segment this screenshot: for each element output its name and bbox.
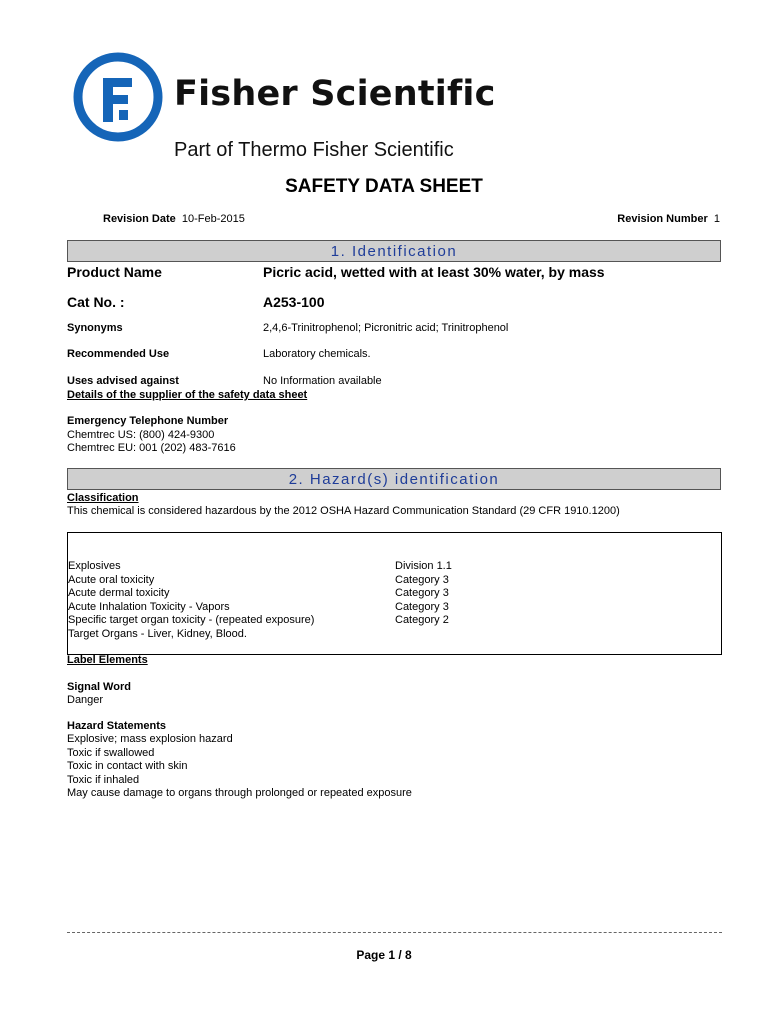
revision-date-value: 10-Feb-2015 xyxy=(181,213,245,225)
cat-no-label: Cat No. : xyxy=(67,294,125,310)
hazard-statement: Toxic in contact with skin xyxy=(67,760,188,772)
classification-label: Classification xyxy=(67,492,139,504)
emergency-phone-label: Emergency Telephone Number xyxy=(67,415,229,427)
hazard-statement: Toxic if inhaled xyxy=(67,774,140,786)
hazard-name: Acute dermal toxicity xyxy=(68,587,170,599)
product-name-value: Picric acid, wetted with at least 30% water, by mass xyxy=(263,264,605,280)
brand-name: Fisher Scientific xyxy=(174,74,496,114)
revision-number-value: 1 xyxy=(713,213,720,225)
hazard-name: Acute oral toxicity xyxy=(68,574,155,586)
page-number: Page 1 / 8 xyxy=(356,948,412,962)
emergency-phone-us: Chemtrec US: (800) 424-9300 xyxy=(67,429,215,441)
target-organs: Target Organs - Liver, Kidney, Blood. xyxy=(68,628,247,640)
hazard-category: Category 3 xyxy=(395,574,449,586)
revision-date-label: Revision Date xyxy=(103,213,176,225)
product-name-label: Product Name xyxy=(67,264,162,280)
recommended-use-label: Recommended Use xyxy=(67,348,170,360)
classification-table xyxy=(67,532,722,655)
revision-number xyxy=(617,213,720,225)
label-elements-heading: Label Elements xyxy=(67,654,148,666)
classification-text: This chemical is considered hazardous by the 2012 OSHA Hazard Communication Standard (29 CFR 1910.1200) xyxy=(67,505,620,517)
synonyms-label: Synonyms xyxy=(67,322,123,334)
hazard-statements-label: Hazard Statements xyxy=(67,720,167,732)
cat-no-value: A253-100 xyxy=(263,294,325,310)
hazard-name: Specific target organ toxicity - (repeated exposure) xyxy=(68,614,315,626)
hazard-category: Category 3 xyxy=(395,601,449,613)
signal-word-label: Signal Word xyxy=(67,681,131,693)
uses-against-label: Uses advised against xyxy=(67,375,179,387)
hazard-statement: Explosive; mass explosion hazard xyxy=(67,733,233,745)
supplier-details-heading: Details of the supplier of the safety data sheet xyxy=(67,389,308,401)
footer-divider xyxy=(67,932,722,933)
hazard-statement: May cause damage to organs through prolonged or repeated exposure xyxy=(67,787,412,799)
hazard-category: Category 3 xyxy=(395,587,449,599)
document-title: SAFETY DATA SHEET xyxy=(285,176,483,197)
recommended-use-value: Laboratory chemicals. xyxy=(263,348,371,360)
hazard-category: Division 1.1 xyxy=(395,560,452,572)
revision-number-label: Revision Number xyxy=(617,213,708,225)
hazard-statement: Toxic if swallowed xyxy=(67,747,155,759)
synonyms-value: 2,4,6-Trinitrophenol; Picronitric acid; Trinitrophenol xyxy=(263,322,509,334)
section-2-heading: 2. Hazard(s) identification xyxy=(67,468,721,490)
hazard-name: Acute Inhalation Toxicity - Vapors xyxy=(68,601,230,613)
revision-date xyxy=(103,213,245,225)
section-1-heading: 1. Identification xyxy=(67,240,721,262)
hazard-name: Explosives xyxy=(68,560,121,572)
hazard-category: Category 2 xyxy=(395,614,449,626)
brand-tagline: Part of Thermo Fisher Scientific xyxy=(174,139,454,161)
signal-word-value: Danger xyxy=(67,694,104,706)
fisher-f-logo-icon xyxy=(72,48,164,144)
emergency-phone-eu: Chemtrec EU: 001 (202) 483-7616 xyxy=(67,442,236,454)
uses-against-value: No Information available xyxy=(263,375,382,387)
